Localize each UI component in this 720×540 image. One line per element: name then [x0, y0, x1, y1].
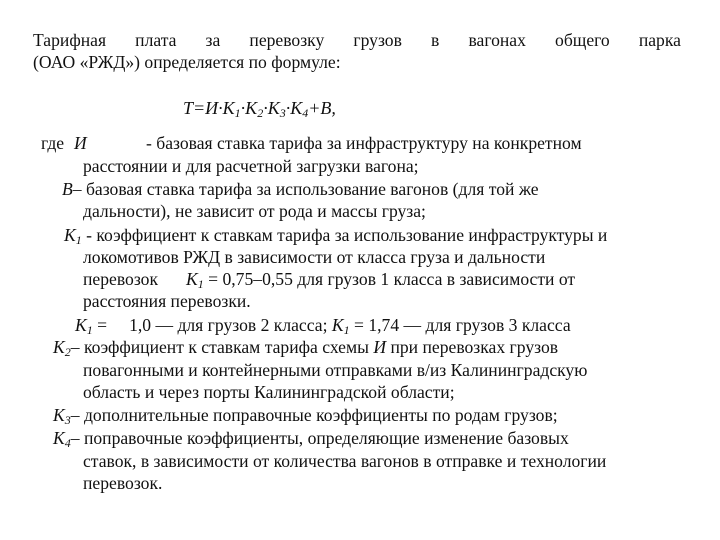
def-k2-subscript: 2	[64, 345, 71, 359]
def-k3-text: – дополнительные поправочные коэффициенты по родам грузов;	[70, 405, 558, 425]
tariff-formula	[183, 97, 336, 124]
formula-part: T=И·K	[183, 98, 235, 118]
def-k2-inline-symbol: И	[373, 337, 387, 357]
formula-subscript: 1	[234, 106, 241, 120]
def-k4-line-3: перевозок.	[83, 473, 163, 493]
def-k1-line-5-a: = 1,0 — для грузов 2 класса;	[92, 315, 332, 335]
formula-subscript: 3	[279, 106, 286, 120]
def-k2-line-2: повагонными и контейнерными отправками в/из Калининградскую	[83, 360, 588, 380]
def-k1-line-3-a: перевозок	[83, 269, 159, 289]
def-k1-line-3-b: = 0,75–0,55 для грузов 1 класса в зависимости от	[203, 269, 576, 289]
intro-word: парка	[638, 30, 681, 50]
intro-word: общего	[555, 30, 610, 50]
def-k1-subscript: 1	[75, 233, 82, 247]
def-k1-line-5-symbol: K	[75, 315, 87, 335]
intro-word: Тарифная	[33, 30, 107, 50]
def-k1-line-4: расстояния перевозки.	[83, 291, 251, 311]
intro-word: вагонах	[468, 30, 526, 50]
def-b-line-1	[62, 178, 539, 200]
formula-part: ·K	[240, 98, 258, 118]
def-k1-line-3-subscript: 1	[197, 277, 204, 291]
def-i-line-1: - базовая ставка тарифа за инфраструктуру на конкретном	[146, 133, 582, 153]
formula-part: ·K	[263, 98, 280, 118]
def-k4-symbol: K	[53, 428, 65, 448]
def-b-line-2: дальности), не зависит от рода и массы груза;	[83, 201, 426, 221]
def-i-symbol: И	[74, 133, 87, 153]
def-k4-subscript: 4	[64, 436, 71, 450]
def-k2-text: – коэффициент к ставкам тарифа схемы	[70, 337, 374, 357]
def-k4-text: – поправочные коэффициенты, определяющие изменение базовых	[70, 428, 569, 448]
def-k1-line-5-b: = 1,74 — для грузов 3 класса	[349, 315, 571, 335]
def-i-prefix: где	[41, 133, 65, 153]
intro-word: плата	[135, 30, 177, 50]
def-b-text: – базовая ставка тарифа за использование вагонов (для той же	[72, 179, 539, 199]
def-k4-line-2: ставок, в зависимости от количества вагонов в отправке и технологии	[83, 451, 607, 471]
intro-line-2: (ОАО «РЖД») определяется по формуле:	[33, 52, 341, 72]
def-i-line-2: расстоянии и для расчетной загрузки вагона;	[83, 156, 419, 176]
formula-part: +B,	[308, 98, 336, 118]
def-k2-line-3: область и через порты Калининградской области;	[83, 382, 455, 402]
def-k3-symbol: K	[53, 405, 65, 425]
formula-subscript: 2	[257, 106, 264, 120]
def-b-symbol: B	[62, 179, 73, 199]
def-k1-line-5-symbol-2: K	[331, 315, 344, 335]
def-k1-text: - коэффициент к ставкам тарифа за использование инфраструктуры и	[81, 225, 608, 245]
def-k3-subscript: 3	[64, 413, 71, 427]
def-k2-text-end: при перевозках грузов	[386, 337, 559, 357]
def-k1-symbol: K	[64, 225, 76, 245]
formula-subscript: 4	[302, 106, 309, 120]
intro-word: за	[205, 30, 221, 50]
intro-word: грузов	[353, 30, 402, 50]
formula-part: ·K	[285, 98, 303, 118]
intro-line-1	[33, 29, 681, 51]
def-k1-line-2: локомотивов РЖД в зависимости от класса груза и дальности	[83, 247, 546, 267]
def-k1-line-5-subscript-2: 1	[343, 323, 350, 337]
intro-word: в	[431, 30, 440, 50]
def-k1-line-5-subscript: 1	[86, 323, 93, 337]
def-k1-line-3-symbol: K	[186, 269, 198, 289]
def-k2-symbol: K	[53, 337, 65, 357]
intro-word: перевозку	[249, 30, 325, 50]
